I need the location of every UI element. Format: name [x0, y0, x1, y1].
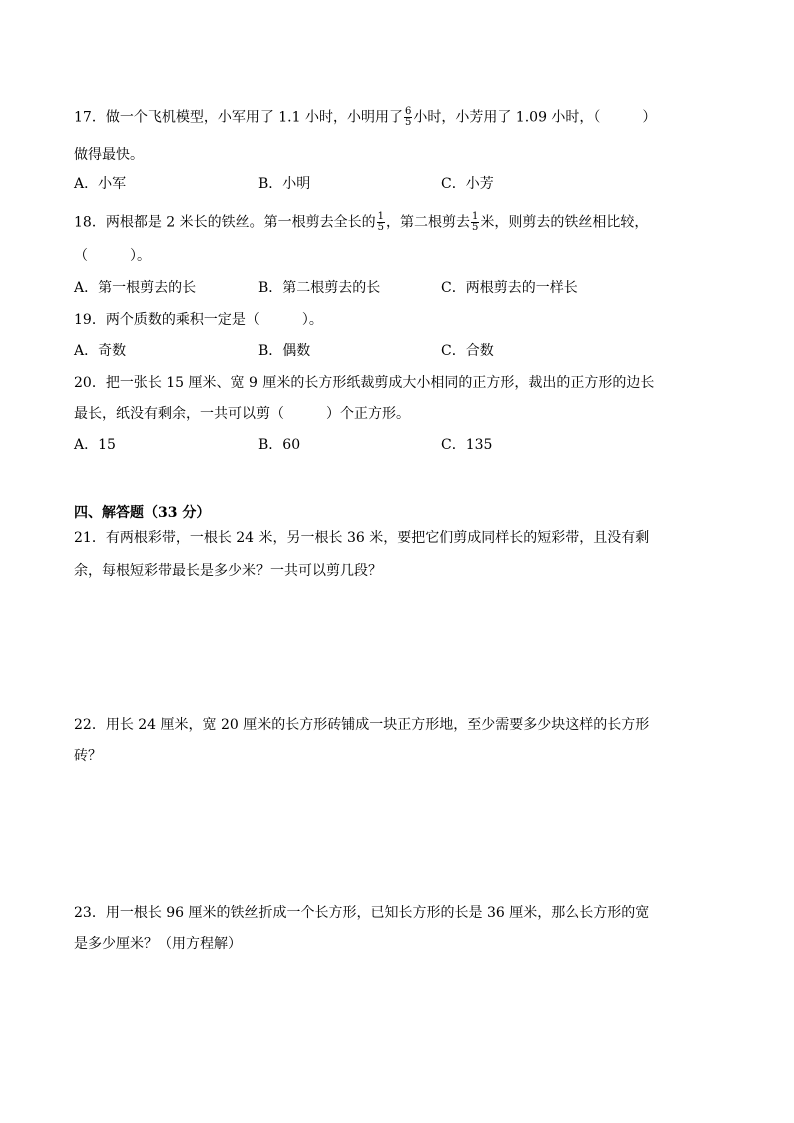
q17-text-b: 小时，小芳用了 1.09 小时，（ ）	[413, 109, 657, 126]
q20-option-b[interactable]: B．60	[258, 437, 301, 453]
q17-option-a[interactable]: A．小军	[74, 176, 127, 192]
q23-line1: 23．用一根长 96 厘米的铁丝折成一个长方形，已知长方形的长是 36 厘米，那么长方形的宽	[74, 905, 650, 921]
q18-line1	[74, 212, 648, 233]
q22-line1: 22．用长 24 厘米，宽 20 厘米的长方形砖铺成一块正方形地，至少需要多少块这样的长方形	[74, 717, 650, 733]
q18-fraction-1: $\frac{1}{5}$	[377, 211, 384, 233]
q17-fraction: $\frac{6}{5}$	[404, 106, 412, 128]
q17-option-c[interactable]: C．小芳	[441, 176, 494, 192]
q23-line2: 是多少厘米？（用方程解）	[74, 936, 242, 952]
q18-option-a[interactable]: A．第一根剪去的长	[74, 280, 197, 296]
q18-line2: （ ）。	[74, 248, 151, 264]
q20-line2: 最长，纸没有剩余，一共可以剪（ ）个正方形。	[74, 406, 410, 422]
q22-line2: 砖？	[74, 748, 102, 764]
q18-text-c: 米，则剪去的铁丝相比较，	[480, 214, 649, 231]
q18-fraction-2: $\frac{1}{5}$	[472, 211, 479, 233]
q19-option-c[interactable]: C．合数	[441, 343, 494, 359]
q20-option-a[interactable]: A．15	[74, 437, 116, 453]
q18-text-b: ，第二根剪去	[386, 214, 470, 231]
q19-option-a[interactable]: A．奇数	[74, 343, 127, 359]
q21-line1: 21．有两根彩带，一根长 24 米，另一根长 36 米，要把它们剪成同样长的短彩带，且没有剩	[74, 530, 650, 546]
q21-line2: 余，每根短彩带最长是多少米？一共可以剪几段？	[74, 563, 382, 579]
q17-text-a: 17．做一个飞机模型，小军用了 1.1 小时，小明用了	[74, 109, 403, 126]
q20-line1: 20．把一张长 15 厘米、宽 9 厘米的长方形纸裁剪成大小相同的正方形，裁出的正方形的边长	[74, 375, 655, 391]
q18-option-c[interactable]: C．两根剪去的一样长	[441, 280, 578, 296]
q19-line1: 19．两个质数的乘积一定是（ ）。	[74, 312, 323, 328]
q20-option-c[interactable]: C．135	[441, 437, 493, 453]
section-heading: 四、解答题（33 分）	[74, 505, 211, 521]
q19-option-b[interactable]: B．偶数	[258, 343, 311, 359]
q17-line2: 做得最快。	[74, 147, 144, 163]
q17-option-b[interactable]: B．小明	[258, 176, 311, 192]
q17-line1	[74, 107, 656, 128]
q18-option-b[interactable]: B．第二根剪去的长	[258, 280, 381, 296]
q18-text-a: 18．两根都是 2 米长的铁丝。第一根剪去全长的	[74, 214, 376, 231]
